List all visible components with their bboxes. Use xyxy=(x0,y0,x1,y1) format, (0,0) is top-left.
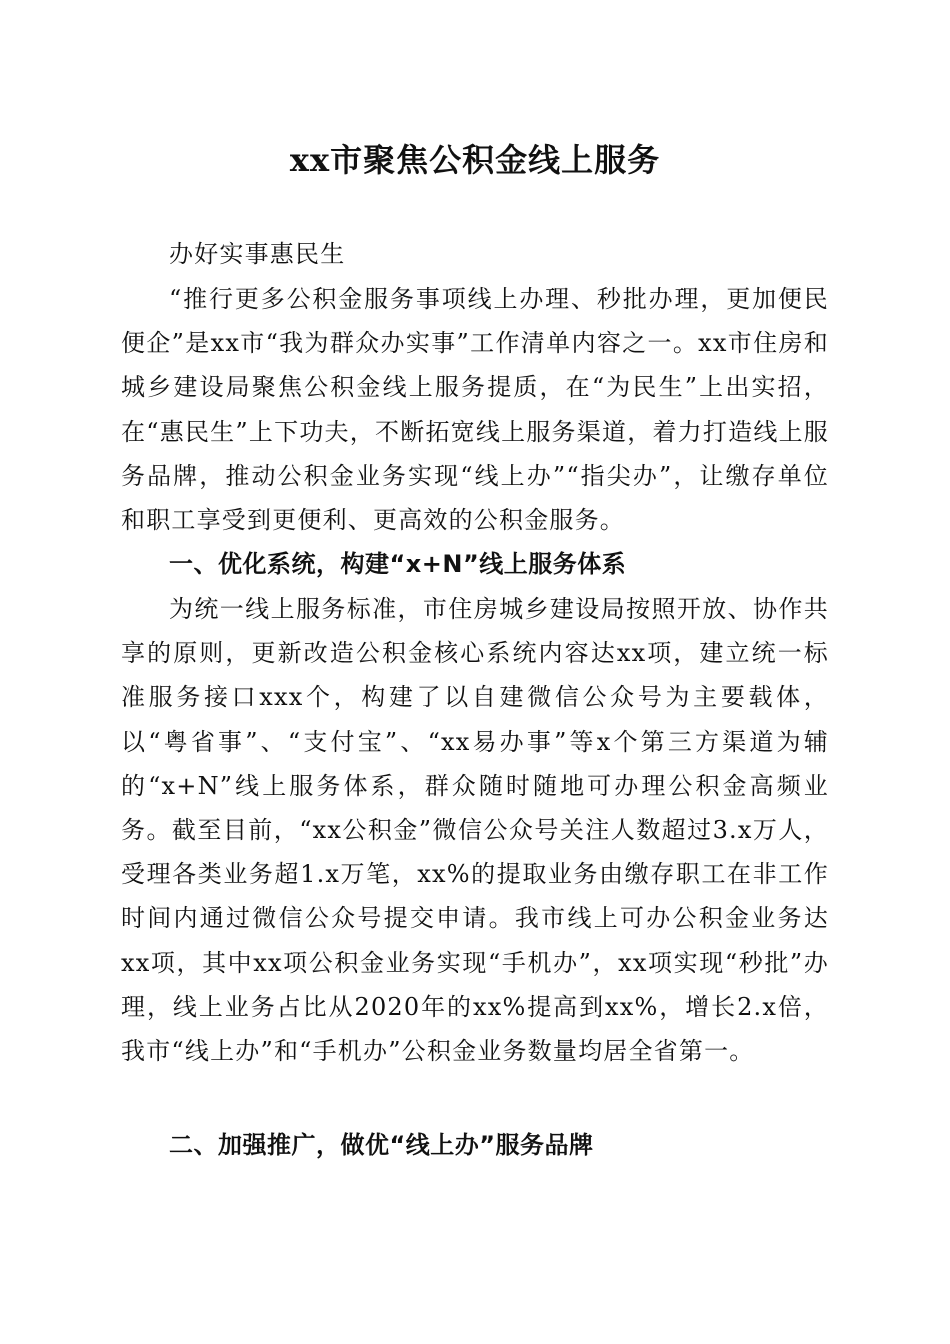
document-subtitle: 办好实事惠民生 xyxy=(169,240,346,268)
paragraph-intro: “推行更多公积金服务事项线上办理、秒批办理，更加便民便企”是xx市“我为群众办实事”工作清单内容之一。xx市住房和城乡建设局聚焦公积金线上服务提质，在“为民生”上出实招，在“惠民生”上下功夫，不断拓宽线上服务渠道，着力打造线上服务品牌，推动公积金业务实现“线上办”“指尖办”，让缴存单位和职工享受到更便利、更高效的公积金服务。 xyxy=(121,285,829,535)
section-heading-2: 二、加强推广，做优“线上办”服务品牌 xyxy=(169,1131,594,1159)
document-title: xx市聚焦公积金线上服务 xyxy=(289,141,661,179)
section-heading-1: 一、优化系统，构建“x+N”线上服务体系 xyxy=(169,550,627,578)
paragraph-section-1: 为统一线上服务标准，市住房城乡建设局按照开放、协作共享的原则，更新改造公积金核心系统内容达xx项，建立统一标准服务接口xxx个，构建了以自建微信公众号为主要载体，以“粤省事”、“支付宝”、“xx易办事”等x个第三方渠道为辅的“x+N”线上服务体系，群众随时随地可办理公积金高频业务。截至目前，“xx公积金”微信公众号关注人数超过3.x万人，受理各类业务超1.x万笔，xx%的提取业务由缴存职工在非工作时间内通过微信公众号提交申请。我市线上可办公积金业务达xx项，其中xx项公积金业务实现“手机办”，xx项实现“秒批”办理，线上业务占比从2020年的xx%提高到xx%，增长2.x倍，我市“线上办”和“手机办”公积金业务数量均居全省第一。 xyxy=(121,595,829,1066)
